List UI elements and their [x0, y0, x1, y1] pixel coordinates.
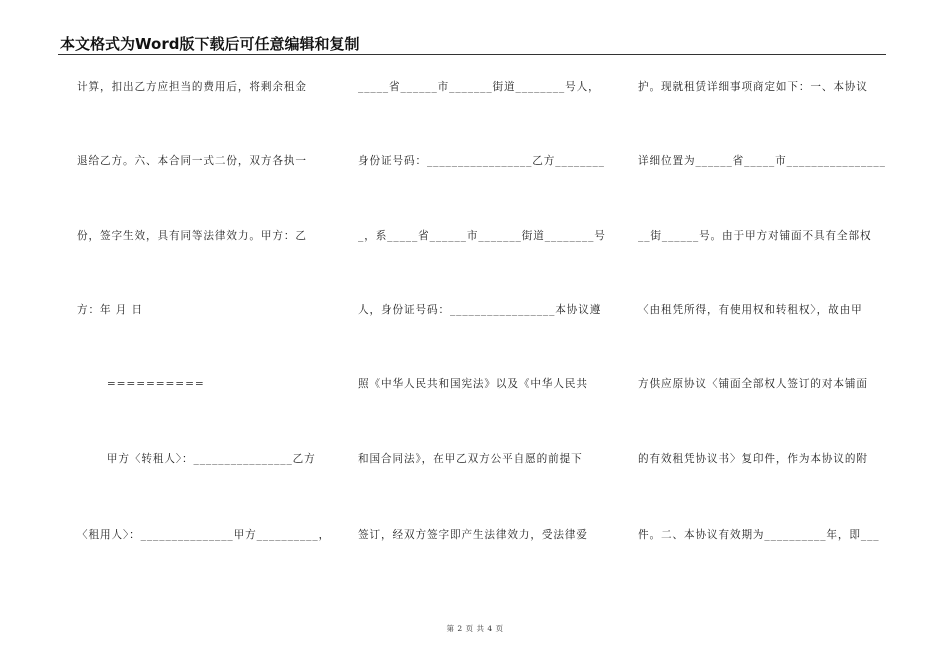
- text-line: 人，身份证号码：_________________本协议遵: [358, 304, 602, 316]
- text-line: 件。二、本协议有效期为__________年，即___: [638, 529, 880, 541]
- text-line: _____省______市_______街道________号人，: [358, 81, 600, 93]
- text-line: 甲方〈转租人〉：________________乙方: [77, 453, 316, 465]
- header-divider: [58, 54, 886, 55]
- text-line: 计算，扣出乙方应担当的费用后，将剩余租金: [77, 81, 307, 93]
- text-line: 和国合同法》，在甲乙双方公平自愿的前提下: [358, 453, 583, 465]
- text-line: 的有效租凭协议书〉复印件，作为本协议的附: [638, 453, 868, 465]
- text-line: 照《中华人民共和国宪法》以及《中华人民共: [358, 378, 588, 390]
- document-header-title: 本文格式为Word版下载后可任意编辑和复制: [60, 35, 360, 53]
- text-line: 〈由租凭所得，有使用权和转租权〉，故由甲: [638, 304, 863, 316]
- text-line: 方：年 月 日: [77, 304, 144, 316]
- text-line: 退给乙方。六、本合同一式二份，双方各执一: [77, 155, 307, 167]
- text-line: _，系_____省______市_______街道________号: [358, 230, 606, 242]
- text-line: 份，签字生效，具有同等法律效力。甲方：乙: [77, 230, 307, 242]
- page-number-footer: 第 2 页 共 4 页: [446, 624, 504, 633]
- text-line: 身份证号码：_________________乙方________: [358, 155, 605, 167]
- text-line: 详细位置为______省_____市________________: [638, 155, 886, 167]
- text-line: 护。现就租赁详细事项商定如下：一、本协议: [638, 81, 868, 93]
- text-line: ==========: [77, 378, 205, 390]
- text-line: 〈租用人〉：_______________甲方__________，: [77, 529, 331, 541]
- text-line: 方供应原协议〈铺面全部权人签订的对本铺面: [638, 378, 868, 390]
- text-line: 签订，经双方签字即产生法律效力，受法律爱: [358, 529, 588, 541]
- text-line: __街______号。由于甲方对铺面不具有全部权: [638, 230, 872, 242]
